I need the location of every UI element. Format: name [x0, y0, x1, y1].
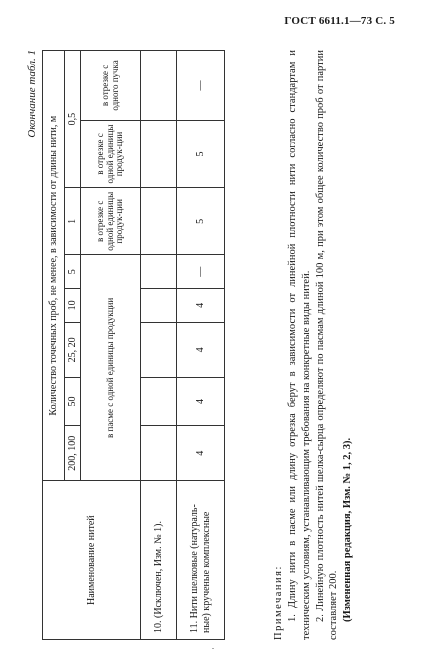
notes-block — [272, 50, 355, 640]
cell: 4 — [177, 289, 225, 323]
length-header: 50 — [65, 378, 81, 426]
note-item: 2. Линейную плотность нитей шелка-сырца определяют по пасмам длиной 100 м, при этом общее количество проб от партии составляет 200. — [314, 50, 340, 640]
cell: 4 — [177, 378, 225, 426]
name-header: Наименование нитей — [43, 481, 141, 640]
notes-title: Примечания: — [273, 565, 284, 640]
cell — [141, 289, 177, 323]
cell — [141, 255, 177, 289]
sub-header-segment-unit: в отрезке с одной единицы продук-ции — [81, 188, 141, 255]
note-item: 1. Длину нити в пасме или длину отрезка берут в зависимости от линейной плотности нити согласно стандартам и техническим условиям, устанавливающим требования на конкретные виды нитей. — [286, 50, 312, 640]
cell — [141, 426, 177, 481]
sub-header-segment-bundle: в отрезке с одного пучка — [81, 51, 141, 121]
sub-header-segment-unit: в отрезке с одной единицы продук-ции — [81, 120, 141, 187]
cell — [141, 120, 177, 187]
length-header: 1 — [65, 188, 81, 255]
length-header: 10 — [65, 289, 81, 323]
length-header: 25, 20 — [65, 322, 81, 377]
sampling-table — [42, 50, 225, 640]
rotated-content — [20, 50, 400, 640]
table-caption: Окончание табл. 1 — [26, 50, 38, 138]
group-header: Количество точечных проб, не менее, в зависимости от длины нити, м — [43, 51, 65, 481]
cell — [141, 378, 177, 426]
cell — [141, 322, 177, 377]
cell: — — [177, 255, 225, 289]
length-header: 200, 100 — [65, 426, 81, 481]
footer-mark: . — [212, 642, 214, 651]
sub-header-in-skein: в пасме с одной единицы продукции — [81, 255, 141, 481]
cell: 5 — [177, 120, 225, 187]
row-name: 11. Нити шелковые (натураль-ные) крученые комплексные — [177, 481, 225, 640]
cell: 4 — [177, 322, 225, 377]
length-header: 5 — [65, 255, 81, 289]
row-name: 10. (Исключен, Изм. № 1). — [141, 481, 177, 640]
cell — [141, 188, 177, 255]
page-header: ГОСТ 6611.1—73 С. 5 — [284, 15, 395, 27]
cell — [141, 51, 177, 121]
length-header: 0,5 — [65, 51, 81, 188]
cell: 5 — [177, 188, 225, 255]
notes-amendment: (Измененная редакция, Изм. № 1, 2, 3). — [342, 437, 354, 622]
cell: — — [177, 51, 225, 121]
cell: 4 — [177, 426, 225, 481]
